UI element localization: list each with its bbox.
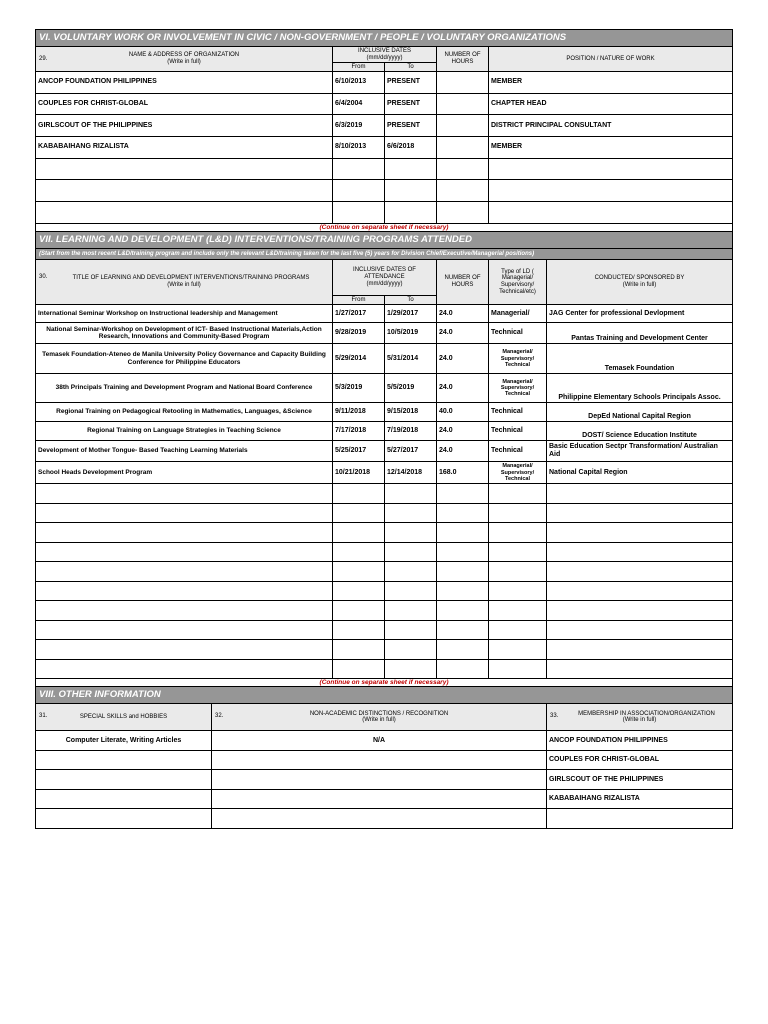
section-viii-title: VIII. OTHER INFORMATION bbox=[36, 687, 733, 704]
to-date-cell bbox=[385, 620, 437, 640]
other-information-table bbox=[35, 686, 733, 829]
training-rows bbox=[36, 305, 733, 679]
hours-cell bbox=[437, 542, 489, 562]
dates-column-header: INCLUSIVE DATES (mm/dd/yyyy) bbox=[333, 47, 437, 63]
ld-type-cell: Managerial/ Supervisory/ Technical bbox=[489, 462, 547, 484]
position-cell: DISTRICT PRINCIPAL CONSULTANT bbox=[489, 115, 733, 137]
org-name-cell bbox=[36, 202, 333, 224]
sponsor-cell: Basic Education Sectpr Transformation/ Australian Aid bbox=[547, 441, 733, 462]
membership-cell: KABABAIHANG RIZALISTA bbox=[547, 789, 733, 809]
to-date-cell: 12/14/2018 bbox=[385, 462, 437, 484]
hours-cell: 24.0 bbox=[437, 374, 489, 403]
to-date-cell bbox=[385, 180, 437, 202]
membership-header: 33. MEMBERSHIP IN ASSOCIATION/ORGANIZATION (Write in full) bbox=[547, 704, 733, 731]
from-date-cell bbox=[333, 620, 385, 640]
table-row bbox=[36, 503, 733, 523]
table-row bbox=[36, 789, 733, 809]
to-date-cell: PRESENT bbox=[385, 93, 437, 115]
table-row bbox=[36, 93, 733, 115]
skill-cell bbox=[36, 770, 212, 790]
to-date-cell bbox=[385, 659, 437, 679]
distinction-cell bbox=[212, 750, 547, 770]
skills-header: 31. SPECIAL SKILLS and HOBBIES bbox=[36, 704, 212, 731]
other-info-rows bbox=[36, 731, 733, 829]
to-date-cell bbox=[385, 542, 437, 562]
hours-column-header: NUMBER OF HOURS bbox=[437, 47, 489, 72]
table-row bbox=[36, 620, 733, 640]
hours-cell: 24.0 bbox=[437, 441, 489, 462]
sponsor-cell bbox=[547, 562, 733, 582]
hours-cell: 40.0 bbox=[437, 403, 489, 422]
table-row bbox=[36, 137, 733, 159]
hours-cell: 24.0 bbox=[437, 323, 489, 344]
training-title-cell bbox=[36, 640, 333, 660]
continue-note: (Continue on separate sheet if necessary) bbox=[36, 223, 733, 231]
from-date-cell: 10/21/2018 bbox=[333, 462, 385, 484]
to-date-cell bbox=[385, 503, 437, 523]
sponsor-cell: DepEd National Capital Region bbox=[547, 403, 733, 422]
ld-type-cell: Managerial/ Supervisory/ Technical bbox=[489, 374, 547, 403]
org-header-label: NAME & ADDRESS OF ORGANIZATION bbox=[128, 52, 240, 59]
ld-type-cell: Technical bbox=[489, 441, 547, 462]
table-row bbox=[36, 731, 733, 751]
hours-cell: 24.0 bbox=[437, 344, 489, 374]
to-date-cell: 9/15/2018 bbox=[385, 403, 437, 422]
org-header-sub: (Write in full) bbox=[167, 59, 201, 65]
ld-type-cell: Technical bbox=[489, 323, 547, 344]
position-cell bbox=[489, 202, 733, 224]
to-date-cell: 7/19/2018 bbox=[385, 422, 437, 441]
to-date-cell bbox=[385, 202, 437, 224]
sponsor-cell: Temasek Foundation bbox=[547, 344, 733, 374]
section-vii-subtitle: (Start from the most recent L&D/training program and include only the relevant L&D/training taken for the last five (5) years for Division Chief/Executive/Managerial positions) bbox=[36, 249, 733, 260]
hours-cell: 24.0 bbox=[437, 422, 489, 441]
sponsor-cell: National Capital Region bbox=[547, 462, 733, 484]
distinction-cell bbox=[212, 770, 547, 790]
hours-cell bbox=[437, 640, 489, 660]
skill-cell bbox=[36, 809, 212, 829]
to-date-cell bbox=[385, 581, 437, 601]
table-row bbox=[36, 72, 733, 94]
position-cell: MEMBER bbox=[489, 72, 733, 94]
hours-cell bbox=[437, 659, 489, 679]
voluntary-work-table bbox=[35, 29, 733, 231]
hours-cell bbox=[437, 202, 489, 224]
org-name-cell: KABABAIHANG RIZALISTA bbox=[36, 137, 333, 159]
table-row bbox=[36, 441, 733, 462]
sponsor-cell: DOST/ Science Education Institute bbox=[547, 422, 733, 441]
ld-type-cell bbox=[489, 503, 547, 523]
org-column-header bbox=[36, 47, 333, 72]
to-header: To bbox=[385, 295, 437, 304]
hours-column-header: NUMBER OF HOURS bbox=[437, 260, 489, 305]
sponsor-cell bbox=[547, 640, 733, 660]
hours-cell bbox=[437, 581, 489, 601]
ld-type-cell: Technical bbox=[489, 403, 547, 422]
table-row bbox=[36, 809, 733, 829]
training-title-cell: Regional Training on Pedagogical Retooling in Mathematics, Languages, &Science bbox=[36, 403, 333, 422]
table-row bbox=[36, 323, 733, 344]
distinction-cell bbox=[212, 809, 547, 829]
from-date-cell: 1/27/2017 bbox=[333, 305, 385, 323]
from-date-cell bbox=[333, 523, 385, 543]
membership-cell bbox=[547, 809, 733, 829]
position-cell: CHAPTER HEAD bbox=[489, 93, 733, 115]
sponsor-cell: Philippine Elementary Schools Principals Assoc. bbox=[547, 374, 733, 403]
table-row bbox=[36, 562, 733, 582]
to-date-cell bbox=[385, 601, 437, 621]
table-row bbox=[36, 484, 733, 504]
table-row bbox=[36, 344, 733, 374]
to-date-cell: 6/6/2018 bbox=[385, 137, 437, 159]
section-vi-title: VI. VOLUNTARY WORK OR INVOLVEMENT IN CIVIC / NON-GOVERNMENT / PEOPLE / VOLUNTARY ORGANIZATIONS bbox=[36, 30, 733, 47]
table-row bbox=[36, 659, 733, 679]
table-row bbox=[36, 770, 733, 790]
from-date-cell bbox=[333, 601, 385, 621]
ld-type-cell bbox=[489, 659, 547, 679]
sponsor-cell bbox=[547, 601, 733, 621]
hours-cell bbox=[437, 180, 489, 202]
training-title-cell: International Seminar Workshop on Instructional leadership and Management bbox=[36, 305, 333, 323]
hours-cell: 168.0 bbox=[437, 462, 489, 484]
training-title-cell bbox=[36, 484, 333, 504]
sponsor-cell bbox=[547, 484, 733, 504]
from-date-cell bbox=[333, 640, 385, 660]
hours-cell bbox=[437, 601, 489, 621]
training-title-header: 30. TITLE OF LEARNING AND DEVELOPMENT INTERVENTIONS/TRAINING PROGRAMS (Write in full) bbox=[36, 260, 333, 305]
skill-cell bbox=[36, 750, 212, 770]
hours-cell: 24.0 bbox=[437, 305, 489, 323]
from-date-cell: 7/17/2018 bbox=[333, 422, 385, 441]
table-row bbox=[36, 115, 733, 137]
from-date-cell bbox=[333, 180, 385, 202]
from-date-cell bbox=[333, 503, 385, 523]
skill-cell: Computer Literate, Writing Articles bbox=[36, 731, 212, 751]
from-date-cell bbox=[333, 484, 385, 504]
item-number: 29. bbox=[39, 56, 48, 62]
org-name-cell: GIRLSCOUT OF THE PHILIPPINES bbox=[36, 115, 333, 137]
to-date-cell bbox=[385, 523, 437, 543]
to-date-cell: PRESENT bbox=[385, 115, 437, 137]
sponsor-cell: Pantas Training and Development Center bbox=[547, 323, 733, 344]
sponsor-header: CONDUCTED/ SPONSORED BY (Write in full) bbox=[547, 260, 733, 305]
training-title-cell: Development of Mother Tongue- Based Teaching Learning Materials bbox=[36, 441, 333, 462]
from-date-cell: 6/4/2004 bbox=[333, 93, 385, 115]
from-date-cell: 6/10/2013 bbox=[333, 72, 385, 94]
from-date-cell bbox=[333, 158, 385, 180]
to-date-cell bbox=[385, 484, 437, 504]
table-row bbox=[36, 403, 733, 422]
ld-type-cell: Managerial/ bbox=[489, 305, 547, 323]
sponsor-cell bbox=[547, 542, 733, 562]
ld-type-cell bbox=[489, 581, 547, 601]
from-date-cell: 9/11/2018 bbox=[333, 403, 385, 422]
sponsor-cell bbox=[547, 581, 733, 601]
to-date-cell: 5/27/2017 bbox=[385, 441, 437, 462]
from-date-cell: 5/29/2014 bbox=[333, 344, 385, 374]
hours-cell bbox=[437, 137, 489, 159]
pds-sheet bbox=[35, 29, 732, 829]
from-date-cell bbox=[333, 562, 385, 582]
org-name-cell bbox=[36, 180, 333, 202]
training-title-cell bbox=[36, 542, 333, 562]
position-cell bbox=[489, 180, 733, 202]
ld-type-cell bbox=[489, 562, 547, 582]
ld-type-cell bbox=[489, 523, 547, 543]
training-title-cell: 38th Principals Training and Development Program and National Board Conference bbox=[36, 374, 333, 403]
training-title-cell bbox=[36, 523, 333, 543]
to-date-cell: 10/5/2019 bbox=[385, 323, 437, 344]
from-date-cell: 6/3/2019 bbox=[333, 115, 385, 137]
hours-cell bbox=[437, 484, 489, 504]
to-header: To bbox=[385, 63, 437, 72]
hours-cell bbox=[437, 158, 489, 180]
position-column-header: POSITION / NATURE OF WORK bbox=[489, 47, 733, 72]
sponsor-cell bbox=[547, 659, 733, 679]
from-date-cell bbox=[333, 659, 385, 679]
table-row bbox=[36, 422, 733, 441]
table-row bbox=[36, 158, 733, 180]
membership-cell: GIRLSCOUT OF THE PHILIPPINES bbox=[547, 770, 733, 790]
to-date-cell bbox=[385, 562, 437, 582]
ld-type-cell bbox=[489, 601, 547, 621]
sponsor-cell: JAG Center for professional Devlopment bbox=[547, 305, 733, 323]
hours-cell bbox=[437, 503, 489, 523]
from-date-cell bbox=[333, 542, 385, 562]
hours-cell bbox=[437, 562, 489, 582]
from-header: From bbox=[333, 63, 385, 72]
table-row bbox=[36, 523, 733, 543]
training-title-cell: School Heads Development Program bbox=[36, 462, 333, 484]
hours-cell bbox=[437, 523, 489, 543]
membership-cell: ANCOP FOUNDATION PHILIPPINES bbox=[547, 731, 733, 751]
ld-type-cell bbox=[489, 484, 547, 504]
training-title-cell bbox=[36, 620, 333, 640]
from-date-cell bbox=[333, 202, 385, 224]
ld-type-cell bbox=[489, 620, 547, 640]
distinctions-header: 32. NON-ACADEMIC DISTINCTIONS / RECOGNITION (Write in full) bbox=[212, 704, 547, 731]
ld-type-cell bbox=[489, 640, 547, 660]
sponsor-cell bbox=[547, 503, 733, 523]
ld-type-cell: Managerial/ Supervisory/ Technical bbox=[489, 344, 547, 374]
to-date-cell bbox=[385, 158, 437, 180]
table-row bbox=[36, 180, 733, 202]
org-name-cell: COUPLES FOR CHRIST-GLOBAL bbox=[36, 93, 333, 115]
org-name-cell: ANCOP FOUNDATION PHILIPPINES bbox=[36, 72, 333, 94]
table-row bbox=[36, 640, 733, 660]
from-date-cell: 5/3/2019 bbox=[333, 374, 385, 403]
voluntary-rows bbox=[36, 72, 733, 224]
table-row bbox=[36, 202, 733, 224]
hours-cell bbox=[437, 93, 489, 115]
training-title-cell bbox=[36, 659, 333, 679]
table-row bbox=[36, 305, 733, 323]
to-date-cell: PRESENT bbox=[385, 72, 437, 94]
training-title-cell bbox=[36, 503, 333, 523]
table-row bbox=[36, 542, 733, 562]
hours-cell bbox=[437, 72, 489, 94]
to-date-cell bbox=[385, 640, 437, 660]
training-title-cell: Regional Training on Language Strategies in Teaching Science bbox=[36, 422, 333, 441]
training-title-cell: National Seminar-Workshop on Development of ICT- Based Instructional Materials,Action Research, Innovations and Community-Based Program bbox=[36, 323, 333, 344]
from-date-cell: 5/25/2017 bbox=[333, 441, 385, 462]
table-row bbox=[36, 374, 733, 403]
to-date-cell: 5/5/2019 bbox=[385, 374, 437, 403]
from-date-cell: 8/10/2013 bbox=[333, 137, 385, 159]
table-row bbox=[36, 462, 733, 484]
training-title-cell bbox=[36, 562, 333, 582]
membership-cell: COUPLES FOR CHRIST-GLOBAL bbox=[547, 750, 733, 770]
continue-note: (Continue on separate sheet if necessary) bbox=[36, 679, 733, 687]
table-row bbox=[36, 601, 733, 621]
from-date-cell: 9/28/2019 bbox=[333, 323, 385, 344]
hours-cell bbox=[437, 115, 489, 137]
distinction-cell: N/A bbox=[212, 731, 547, 751]
training-title-cell bbox=[36, 601, 333, 621]
position-cell bbox=[489, 158, 733, 180]
sponsor-cell bbox=[547, 620, 733, 640]
ld-type-cell bbox=[489, 542, 547, 562]
position-cell: MEMBER bbox=[489, 137, 733, 159]
training-title-cell bbox=[36, 581, 333, 601]
attendance-dates-header: INCLUSIVE DATES OF ATTENDANCE (mm/dd/yyyy) bbox=[333, 260, 437, 296]
from-date-cell bbox=[333, 581, 385, 601]
distinction-cell bbox=[212, 789, 547, 809]
training-title-cell: Temasek Foundation-Ateneo de Manila University Policy Governance and Capacity Building Conference for Philippine Educators bbox=[36, 344, 333, 374]
skill-cell bbox=[36, 789, 212, 809]
ld-type-header: Type of LD ( Managerial/ Supervisory/ Technical/etc) bbox=[489, 260, 547, 305]
sponsor-cell bbox=[547, 523, 733, 543]
section-vii-title: VII. LEARNING AND DEVELOPMENT (L&D) INTERVENTIONS/TRAINING PROGRAMS ATTENDED bbox=[36, 232, 733, 249]
ld-type-cell: Technical bbox=[489, 422, 547, 441]
item-number: 30. bbox=[39, 274, 48, 281]
from-header: From bbox=[333, 295, 385, 304]
hours-cell bbox=[437, 620, 489, 640]
learning-development-table bbox=[35, 231, 733, 686]
to-date-cell: 5/31/2014 bbox=[385, 344, 437, 374]
table-row bbox=[36, 750, 733, 770]
table-row bbox=[36, 581, 733, 601]
to-date-cell: 1/29/2017 bbox=[385, 305, 437, 323]
org-name-cell bbox=[36, 158, 333, 180]
